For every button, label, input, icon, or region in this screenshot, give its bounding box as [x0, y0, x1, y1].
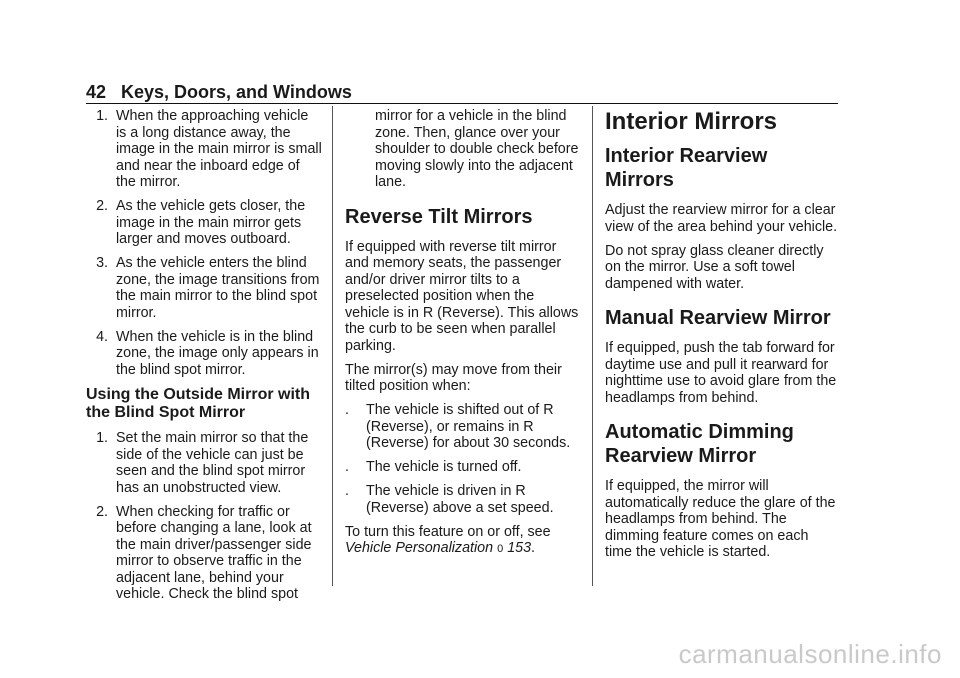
bullet-marker: . — [345, 483, 349, 499]
heading-automatic-dimming-mirror: Automatic Dimming Rearview Mirror — [605, 421, 794, 467]
paragraph: To turn this feature on or off, see Vehicle Personalization 0 153. — [345, 523, 551, 556]
paragraph: Adjust the rearview mirror for a clear view of the area behind your vehicle. — [605, 202, 838, 235]
page-header — [86, 80, 838, 104]
column-1 — [86, 108, 322, 610]
list-item: 2. When checking for traffic or before changing a lane, look at the main driver/passenger side mirror to observe traffic in the adjacent lane, behind your vehicle. Check the blind spot — [96, 503, 312, 602]
continued-step-text: mirror for a vehicle in the blind zone. Then, glance over your shoulder to double check before moving slowly into the adjacent lane. — [375, 108, 579, 190]
heading-manual-rearview-mirror: Manual Rearview Mirror — [605, 307, 831, 329]
outside-mirror-steps — [86, 430, 322, 603]
header-rule — [86, 103, 838, 104]
paragraph: If equipped with reverse tilt mirror and memory seats, the passenger and/or driver mirror tilts to a preselected position when the vehicle is in R (Reverse). This allows the curb to be seen when parallel parking. — [345, 238, 579, 354]
tilt-conditions-list — [345, 402, 581, 516]
list-item: 2. As the vehicle gets closer, the image in the main mirror gets larger and moves outboard. — [96, 198, 306, 247]
list-item: . The vehicle is shifted out of R (Reverse), or remains in R (Reverse) for about 30 seconds. — [345, 402, 571, 451]
watermark: carmanualsonline.info — [678, 639, 942, 669]
column-3 — [605, 108, 839, 568]
paragraph: If equipped, the mirror will automatically reduce the glare of the headlamps from behind. The dimming feature comes on each time the vehicle is started. — [605, 478, 836, 560]
cross-reference-page[interactable]: 153 — [507, 540, 532, 556]
list-item: 4. When the vehicle is in the blind zone, the image only appears in the blind spot mirror. — [96, 328, 319, 378]
page-number: 42 — [86, 82, 107, 102]
list-item: 1. When the approaching vehicle is a long distance away, the image in the main mirror is small and near the inboard edge of the mirror. — [96, 108, 322, 190]
paragraph: The mirror(s) may move from their tilted position when: — [345, 361, 562, 394]
cross-reference-link[interactable]: Vehicle Personalization — [345, 540, 494, 556]
heading-reverse-tilt-mirrors: Reverse Tilt Mirrors — [345, 205, 533, 228]
subheading-outside-mirror: Using the Outside Mirror with the Blind Spot Mirror — [86, 386, 311, 421]
list-item: . The vehicle is turned off. — [345, 459, 522, 475]
heading-interior-mirrors: Interior Mirrors — [605, 108, 778, 135]
bullet-marker: . — [345, 459, 349, 475]
section-title: Keys, Doors, and Windows — [121, 82, 352, 102]
column-divider-2 — [592, 106, 593, 586]
bullet-marker: . — [345, 402, 349, 418]
column-divider-1 — [332, 106, 333, 586]
list-item: 1. Set the main mirror so that the side of the vehicle can just be seen and the blind spot mirror has an unobstructed view. — [96, 430, 309, 496]
page-reference-arrow-icon: 0 — [497, 543, 504, 555]
paragraph: Do not spray glass cleaner directly on the mirror. Use a soft towel dampened with water. — [605, 242, 824, 292]
paragraph: If equipped, push the tab forward for daytime use and pull it rearward for nighttime use to avoid glare from the headlamps from behind. — [605, 340, 837, 406]
column-2 — [345, 108, 581, 565]
list-item: 3. As the vehicle enters the blind zone, the image transitions from the main mirror to the blind spot mirror. — [96, 255, 320, 321]
heading-interior-rearview-mirrors: Interior Rearview Mirrors — [605, 145, 768, 191]
list-item: . The vehicle is driven in R (Reverse) above a set speed. — [345, 483, 554, 516]
mirror-image-steps — [86, 108, 322, 378]
